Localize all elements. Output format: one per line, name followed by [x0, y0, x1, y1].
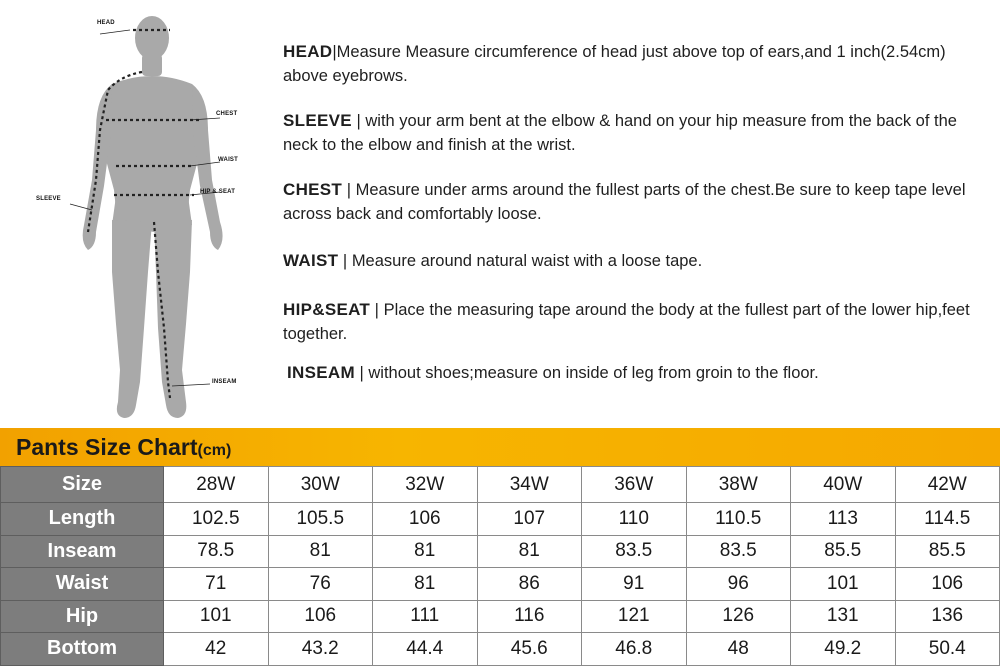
instruction-term: HEAD: [283, 42, 333, 61]
instruction-term: CHEST: [283, 180, 343, 199]
table-cell: 83.5: [582, 535, 687, 568]
instruction-term: INSEAM: [287, 363, 355, 382]
table-cell: 110.5: [686, 503, 791, 536]
instruction-text: without shoes;measure on inside of leg from groin to the floor.: [368, 364, 819, 382]
table-row-inseam: [1, 535, 1000, 568]
instruction-inseam: [287, 361, 992, 385]
body-measurement-figure: [30, 10, 260, 425]
table-cell: 38W: [686, 467, 791, 503]
instruction-separator: |: [351, 112, 366, 130]
table-cell: 81: [373, 535, 478, 568]
instruction-term: HIP&SEAT: [283, 300, 371, 319]
size-chart-title-text: Pants Size Chart: [16, 434, 198, 460]
table-cell: 91: [582, 568, 687, 601]
table-cell: 28W: [164, 467, 269, 503]
chest-label: CHEST: [216, 111, 238, 117]
size-chart-title: [16, 434, 231, 461]
table-cell: 36W: [582, 467, 687, 503]
table-cell: 131: [791, 600, 896, 633]
row-header: Size: [1, 467, 164, 503]
table-cell: 83.5: [686, 535, 791, 568]
row-header: Waist: [1, 568, 164, 601]
head-label: HEAD: [97, 20, 115, 26]
row-header: Bottom: [1, 633, 164, 666]
table-cell: 102.5: [164, 503, 269, 536]
instruction-head: [283, 40, 988, 88]
table-cell: 101: [791, 568, 896, 601]
instruction-text: Measure Measure circumference of head just above top of ears,and 1 inch(2.54cm) above eyebrows.: [283, 43, 946, 85]
table-cell: 78.5: [164, 535, 269, 568]
table-cell: 126: [686, 600, 791, 633]
sleeve-label: SLEEVE: [36, 196, 61, 202]
table-cell: 48: [686, 633, 791, 666]
table-cell: 42W: [895, 467, 1000, 503]
table-cell: 110: [582, 503, 687, 536]
table-cell: 76: [268, 568, 373, 601]
table-cell: 30W: [268, 467, 373, 503]
table-row-bottom: [1, 633, 1000, 666]
instruction-separator: |: [354, 364, 369, 382]
table-cell: 81: [373, 568, 478, 601]
table-cell: 44.4: [373, 633, 478, 666]
instruction-separator: |: [342, 181, 356, 199]
size-chart-banner: [0, 428, 1000, 466]
waist-label: WAIST: [218, 157, 238, 163]
table-row-size: [1, 467, 1000, 503]
instruction-text: Place the measuring tape around the body at the fullest part of the lower hip,feet together.: [283, 301, 970, 343]
table-cell: 121: [582, 600, 687, 633]
table-cell: 45.6: [477, 633, 582, 666]
instruction-waist: [283, 249, 988, 273]
instruction-term: WAIST: [283, 251, 339, 270]
table-cell: 136: [895, 600, 1000, 633]
table-cell: 116: [477, 600, 582, 633]
table-cell: 113: [791, 503, 896, 536]
instruction-separator: |: [338, 252, 352, 270]
row-header: Length: [1, 503, 164, 536]
hip-seat-label: HIP & SEAT: [200, 189, 236, 195]
table-cell: 32W: [373, 467, 478, 503]
table-row-waist: [1, 568, 1000, 601]
table-cell: 105.5: [268, 503, 373, 536]
instruction-term: SLEEVE: [283, 111, 352, 130]
table-cell: 86: [477, 568, 582, 601]
instruction-chest: [283, 178, 988, 226]
table-cell: 42: [164, 633, 269, 666]
instruction-separator: |: [370, 301, 384, 319]
table-cell: 101: [164, 600, 269, 633]
size-chart-unit: (cm): [197, 442, 232, 459]
instruction-sleeve: [283, 109, 988, 157]
table-cell: 50.4: [895, 633, 1000, 666]
table-cell: 71: [164, 568, 269, 601]
table-cell: 49.2: [791, 633, 896, 666]
table-cell: 96: [686, 568, 791, 601]
instruction-separator: |: [332, 43, 337, 61]
human-silhouette-icon: [30, 10, 260, 425]
pants-size-table: [0, 466, 1000, 666]
instruction-hip-seat: [283, 298, 988, 346]
table-cell: 85.5: [895, 535, 1000, 568]
table-cell: 34W: [477, 467, 582, 503]
table-cell: 46.8: [582, 633, 687, 666]
table-cell: 40W: [791, 467, 896, 503]
instruction-text: with your arm bent at the elbow & hand on your hip measure from the back of the neck to the elbow and finish at the wrist.: [283, 112, 957, 154]
table-cell: 85.5: [791, 535, 896, 568]
row-header: Hip: [1, 600, 164, 633]
table-cell: 111: [373, 600, 478, 633]
row-header: Inseam: [1, 535, 164, 568]
inseam-label: INSEAM: [212, 379, 237, 385]
table-row-hip: [1, 600, 1000, 633]
table-cell: 107: [477, 503, 582, 536]
table-row-length: [1, 503, 1000, 536]
table-cell: 106: [373, 503, 478, 536]
table-cell: 114.5: [895, 503, 1000, 536]
instruction-text: Measure around natural waist with a loose tape.: [351, 252, 703, 270]
table-cell: 43.2: [268, 633, 373, 666]
table-cell: 81: [268, 535, 373, 568]
instruction-text: Measure under arms around the fullest parts of the chest.Be sure to keep tape level across back and comfortably loose.: [283, 181, 966, 223]
table-cell: 81: [477, 535, 582, 568]
table-cell: 106: [895, 568, 1000, 601]
table-cell: 106: [268, 600, 373, 633]
